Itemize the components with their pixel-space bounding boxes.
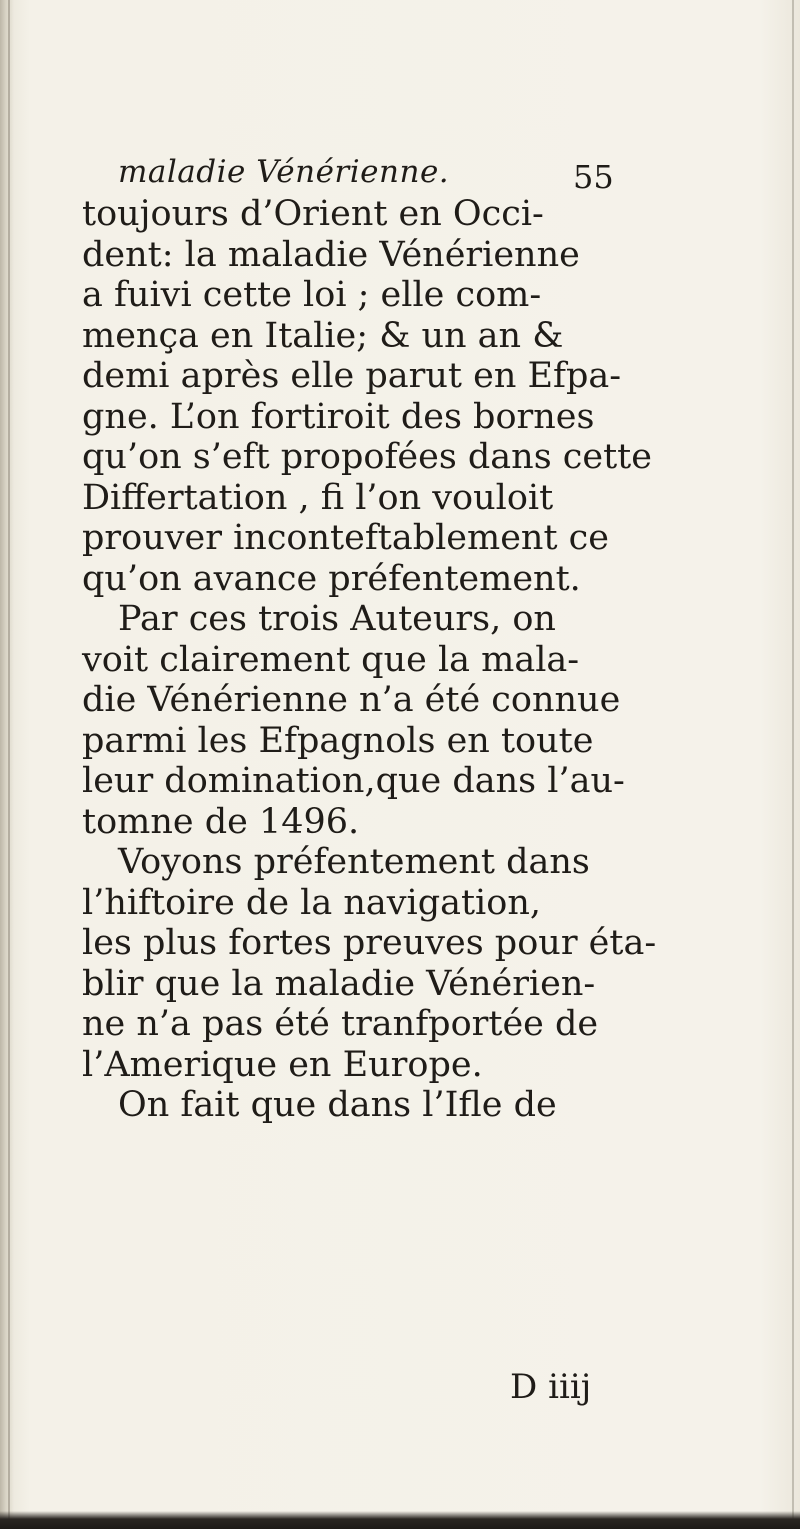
page-header: [118, 152, 638, 200]
text-line: dent: la maladie Vénérienne: [82, 234, 580, 275]
text-line: a fuivi cette loi ; elle com-: [82, 275, 542, 315]
body-text: [82, 194, 722, 1126]
text-line: qu’on s’eft propofées dans cette: [82, 437, 652, 477]
text-line: parmi les Efpagnols en toute: [82, 720, 594, 761]
text-line: demi après elle parut en Efpa-: [82, 356, 622, 396]
paragraph-start-line: Voyons préfentement dans: [118, 842, 590, 882]
text-line: l’Amerique en Europe.: [82, 1044, 483, 1085]
paragraph-start-line: On fait que dans l’Ifle de: [118, 1085, 557, 1125]
text-line: voit clairement que la mala-: [82, 639, 580, 680]
text-line: prouver inconteftablement ce: [82, 518, 609, 558]
text-line: blir que la maladie Vénérien-: [82, 963, 596, 1004]
text-line: ne n’a pas été tranfportée de: [82, 1004, 599, 1044]
right-edge-line: [792, 0, 794, 1529]
text-line: gne. L’on fortiroit des bornes: [82, 396, 595, 437]
binding-edge-line: [8, 0, 10, 1529]
text-line: qu’on avance préfentement.: [82, 558, 581, 599]
text-line: Differtation , fi l’on vouloit: [82, 477, 554, 518]
text-line: die Vénérienne n’a été connue: [82, 680, 621, 720]
text-line: toujours d’Orient en Occi-: [82, 194, 544, 234]
signature-mark: D iiij: [510, 1367, 592, 1407]
text-line: les plus fortes preuves pour éta-: [82, 923, 657, 963]
text-line: tomne de 1496.: [82, 801, 360, 842]
page-number: 55: [573, 158, 614, 196]
text-line: mença en Italie; & un an &: [82, 315, 564, 356]
text-line: leur domination,que dans l’au-: [82, 761, 625, 801]
text-line: l’hiftoire de la navigation,: [82, 882, 541, 923]
page-gutter-shadow: [0, 0, 14, 1529]
paragraph-start-line: Par ces trois Auteurs, on: [118, 599, 556, 639]
page-bottom-edge: [0, 1511, 800, 1529]
running-title: maladie Vénérienne.: [118, 154, 450, 190]
